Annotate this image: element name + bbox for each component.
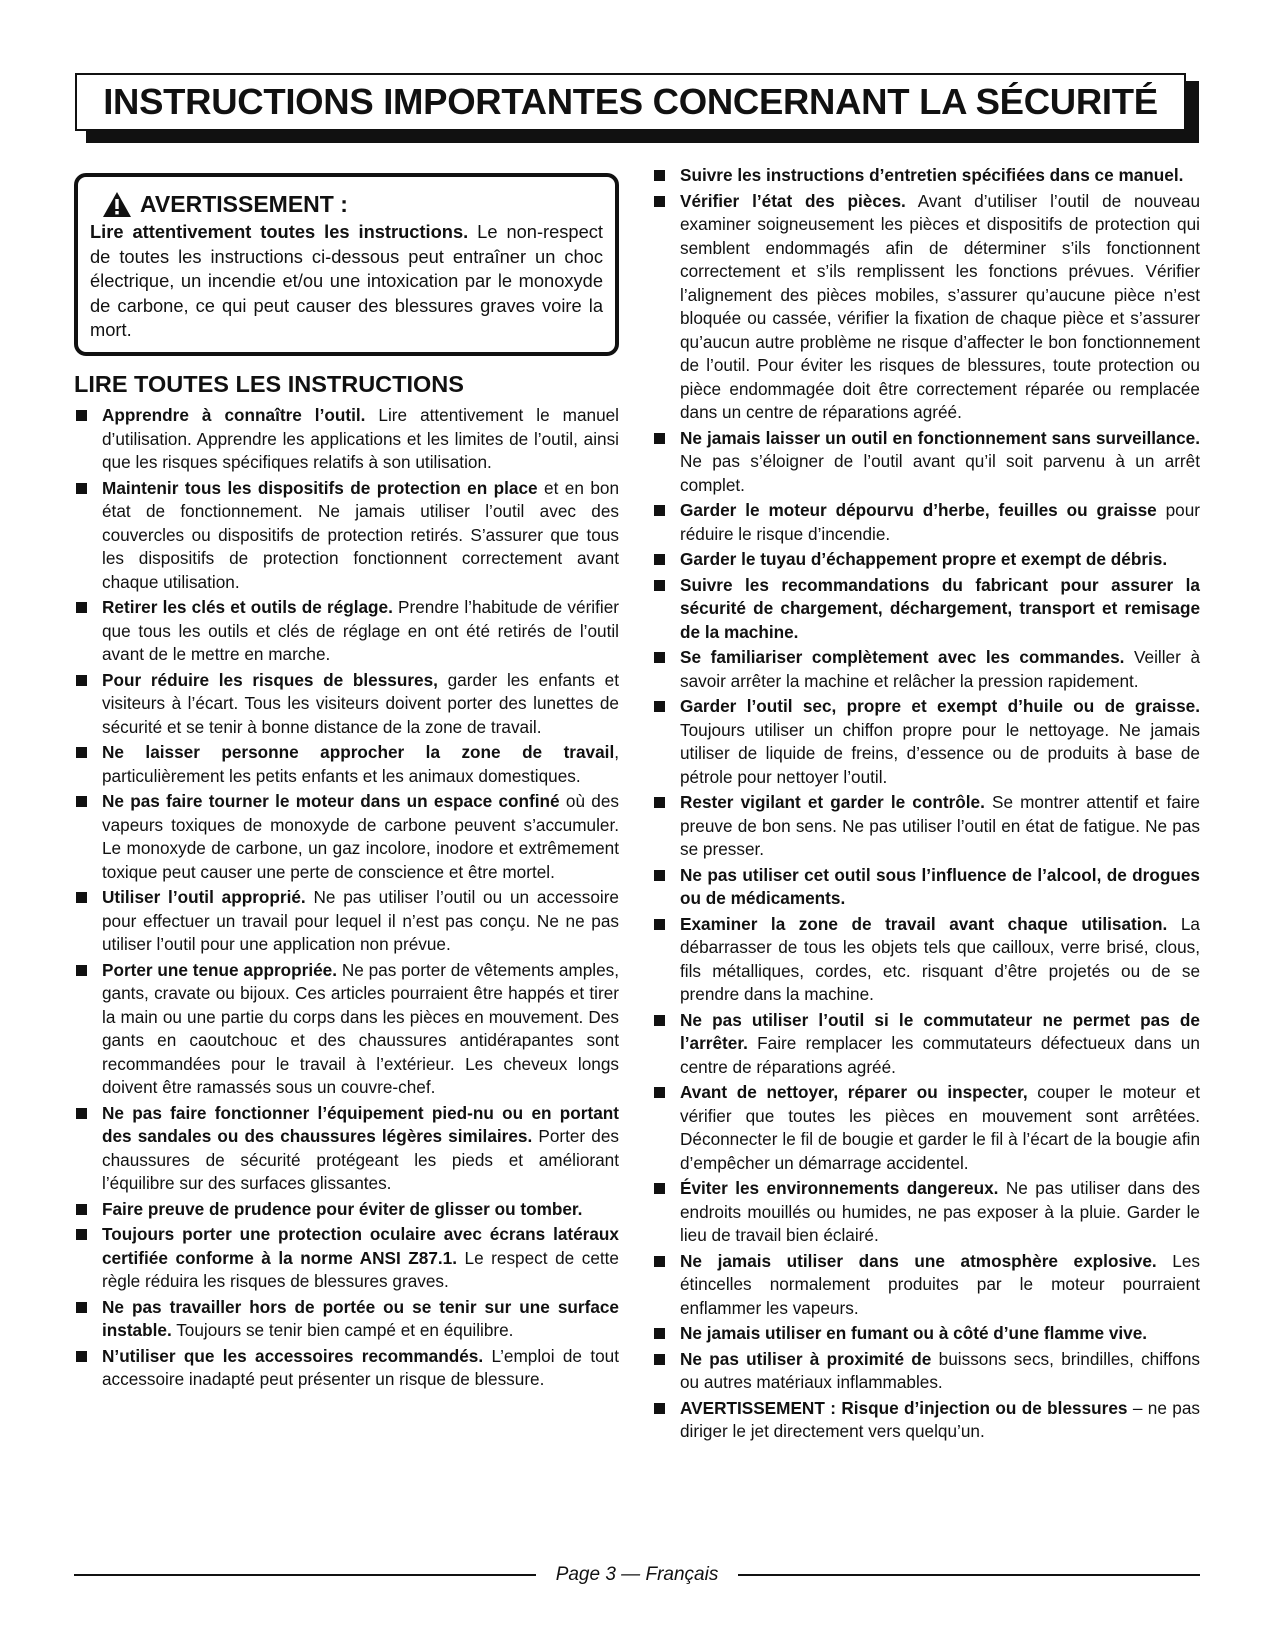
bullet-square-icon	[76, 602, 87, 613]
bullet-square-icon	[654, 701, 665, 712]
item-lead: Garder le moteur dépourvu d’herbe, feuilles ou graisse	[680, 500, 1157, 520]
bullet-square-icon	[654, 433, 665, 444]
bullet-square-icon	[654, 1183, 665, 1194]
bullet-square-icon	[76, 796, 87, 807]
page-footer	[74, 1560, 1200, 1590]
item-lead: Garder le tuyau d’échappement propre et exempt de débris.	[680, 549, 1168, 569]
item-lead: Maintenir tous les dispositifs de protection en place	[102, 477, 538, 498]
safety-item	[652, 427, 1200, 498]
item-text: pour réduire le risque d’incendie.	[680, 500, 1200, 544]
item-text: Ne pas utiliser l’outil ou un accessoire pour effectuer un travail pour lequel il n’est pas conçu. Ne ne pas utiliser l’outil pour une application non prévue.	[102, 887, 619, 954]
item-text: où des vapeurs toxiques de monoxyde de carbone peuvent s’accumuler. Le monoxyde de carbone, un gaz incolore, inodore et extrêmement toxique peut causer une perte de conscience et être mortel.	[102, 791, 619, 882]
item-lead: Ne pas faire fonctionner l’équipement pied-nu ou en portant des sandales ou des chaussures légères similaires.	[102, 1102, 619, 1146]
safety-item	[74, 959, 619, 1100]
left-bullet-list	[74, 404, 619, 1394]
section-heading: LIRE TOUTES LES INSTRUCTIONS	[74, 371, 464, 397]
warning-body: Le non-respect de toutes les instructions ci-dessous peut entraîner un choc électrique, un incendie et/ou une intoxication par le monoxyde de carbone, ce qui peut causer des blessures graves voire la mort.	[90, 221, 603, 340]
footer-rule-right	[738, 1574, 1200, 1576]
warning-text	[90, 220, 603, 343]
item-text: Veiller à savoir arrêter la machine et relâcher la pression rapidement.	[680, 647, 1200, 691]
warning-box	[74, 173, 619, 356]
safety-item	[652, 574, 1200, 645]
bullet-square-icon	[76, 1351, 87, 1362]
bullet-square-icon	[76, 1108, 87, 1119]
item-lead: Ne jamais utiliser en fumant ou à côté d’une flamme vive.	[680, 1323, 1148, 1343]
item-lead: Ne jamais utiliser dans une atmosphère explosive.	[680, 1250, 1157, 1271]
item-lead: Suivre les instructions d’entretien spécifiées dans ce manuel.	[680, 165, 1184, 185]
bullet-square-icon	[654, 870, 665, 881]
safety-item	[652, 548, 1200, 572]
item-lead: Ne pas utiliser à proximité de	[680, 1348, 932, 1369]
bullet-square-icon	[76, 1204, 87, 1215]
item-text: Avant d’utiliser l’outil de nouveau examiner soigneusement les pièces et dispositifs de protection qui semblent endommagés afin de déterminer s’ils fonctionnent correctement et s’ils remplissent les fonctions prévues. Vérifier l’alignement des pièces mobiles, s’assurer qu’aucune pièce n’est bloquée ou cassée, vérifier la fixation de chaque pièce et s’assurer qu’aucun autre problème ne risque d’affecter le bon fonctionnement de l’outil. Pour éviter les risques de blessures, toute protection ou pièce endommagée doit être correctement réparée ou remplacée dans un centre de réparations agréé.	[680, 190, 1201, 422]
item-text: Prendre l’habitude de vérifier que tous les outils et clés de réglage en ont été retirés de l’outil avant de le mettre en marche.	[102, 597, 619, 664]
page-number: Page 3 — Français	[555, 1564, 719, 1585]
safety-item	[74, 790, 619, 884]
item-text: Toujours se tenir bien campé et en équilibre.	[171, 1320, 514, 1340]
item-text: Faire remplacer les commutateurs défectueux dans un centre de réparations agréé.	[680, 1033, 1200, 1077]
bullet-square-icon	[654, 580, 665, 591]
bullet-square-icon	[654, 1087, 665, 1098]
item-text: Se montrer attentif et faire preuve de bon sens. Ne pas utiliser l’outil en état de fatigue. Ne pas se presser.	[680, 792, 1200, 859]
safety-item	[74, 477, 619, 595]
safety-item	[74, 596, 619, 667]
bullet-square-icon	[654, 919, 665, 930]
right-column	[652, 164, 1200, 1446]
item-lead: Suivre les recommandations du fabricant pour assurer la sécurité de chargement, déchargement, transport et remisage de la machine.	[680, 574, 1200, 642]
safety-item	[652, 1177, 1200, 1248]
item-lead: Ne jamais laisser un outil en fonctionnement sans surveillance.	[680, 427, 1200, 448]
item-lead: Se familiariser complètement avec les commandes.	[680, 647, 1125, 667]
item-text: buissons secs, brindilles, chiffons ou autres matériaux inflammables.	[680, 1348, 1201, 1392]
bullet-square-icon	[654, 797, 665, 808]
page-title: INSTRUCTIONS IMPORTANTES CONCERNANT LA SÉCURITÉ	[75, 73, 1186, 131]
bullet-square-icon	[76, 965, 87, 976]
bullet-square-icon	[76, 1302, 87, 1313]
item-lead: Ne pas utiliser l’outil si le commutateur ne permet pas de l’arrêter.	[680, 1009, 1200, 1053]
safety-item	[652, 791, 1200, 862]
safety-item	[74, 1345, 619, 1392]
safety-item	[74, 669, 619, 740]
item-lead: Ne pas travailler hors de portée ou se tenir sur une surface instable.	[102, 1296, 619, 1340]
bullet-square-icon	[654, 652, 665, 663]
bullet-square-icon	[654, 170, 665, 181]
safety-item	[652, 1081, 1200, 1175]
bullet-square-icon	[654, 1015, 665, 1026]
item-text: La débarrasser de tous les objets tels que cailloux, verre brisé, clous, fils métalliques, cordes, etc. risquant d’être projetés ou de se prendre dans la machine.	[680, 913, 1200, 1004]
item-text: garder les enfants et visiteurs à l’écart. Tous les visiteurs doivent porter des lunettes de sécurité et se tenir à bonne distance de la zone de travail.	[102, 669, 619, 737]
warning-lead: Lire attentivement toutes les instructions.	[90, 221, 469, 242]
item-lead: Faire preuve de prudence pour éviter de glisser ou tomber.	[102, 1198, 583, 1219]
item-lead: Ne pas utiliser cet outil sous l’influence de l’alcool, de drogues ou de médicaments.	[680, 864, 1200, 908]
item-text: Ne pas s’éloigner de l’outil avant qu’il soit parvenu à un arrêt complet.	[680, 451, 1200, 495]
warning-title: AVERTISSEMENT :	[140, 191, 348, 217]
bullet-square-icon	[654, 1354, 665, 1365]
item-text: Ne pas porter de vêtements amples, gants, cravate ou bijoux. Ces articles pourraient être happés et tirer la main ou une partie du corps dans les pièces en mouvement. Des gants en caoutchouc et des chaussures antidérapantes sont recommandées pour le travail à l’extérieur. Les cheveux longs doivent être ramassés sous un couvre-chef.	[102, 959, 620, 1097]
safety-item	[652, 695, 1200, 789]
item-lead: Rester vigilant et garder le contrôle.	[680, 792, 985, 812]
bullet-square-icon	[654, 554, 665, 565]
safety-item	[652, 1250, 1200, 1321]
item-lead: Porter une tenue appropriée.	[102, 959, 338, 980]
item-lead: Examiner la zone de travail avant chaque utilisation.	[680, 913, 1168, 934]
safety-item	[74, 741, 619, 788]
item-text: Lire attentivement le manuel d’utilisation. Apprendre les applications et les limites de l’outil, ainsi que les risques spécifiques relatifs à son utilisation.	[102, 405, 619, 472]
bullet-square-icon	[76, 1229, 87, 1240]
safety-item	[74, 404, 619, 475]
item-lead: Retirer les clés et outils de réglage.	[102, 597, 393, 617]
item-text: Toujours utiliser un chiffon propre pour le nettoyage. Ne jamais utiliser de liquide de freins, d’essence ou de produits à base de pétrole pour nettoyer l’outil.	[680, 719, 1200, 787]
safety-item	[74, 1296, 619, 1343]
safety-item	[652, 1397, 1200, 1444]
safety-item	[652, 646, 1200, 693]
safety-item	[652, 1009, 1200, 1080]
safety-item	[652, 190, 1200, 425]
safety-item	[652, 864, 1200, 911]
bullet-square-icon	[654, 1256, 665, 1267]
item-lead: N’utiliser que les accessoires recommandés.	[102, 1345, 484, 1366]
bullet-square-icon	[76, 892, 87, 903]
item-lead: Ne laisser personne approcher la zone de travail	[102, 742, 615, 762]
bullet-square-icon	[654, 505, 665, 516]
item-text: , particulièrement les petits enfants et les animaux domestiques.	[102, 742, 619, 786]
safety-item	[652, 1348, 1200, 1395]
safety-item	[74, 1198, 619, 1222]
footer-rule-left	[74, 1574, 536, 1576]
item-lead: Ne pas faire tourner le moteur dans un espace confiné	[102, 791, 560, 811]
right-bullet-list	[652, 164, 1200, 1444]
item-lead: Éviter les environnements dangereux.	[680, 1178, 999, 1198]
item-text: Le respect de cette règle réduira les risques de blessures graves.	[102, 1247, 619, 1291]
item-text: L’emploi de tout accessoire inadapté peut présenter un risque de blessure.	[102, 1345, 619, 1389]
item-lead: AVERTISSEMENT : Risque d’injection ou de blessures	[680, 1397, 1128, 1418]
bullet-square-icon	[76, 483, 87, 494]
safety-item	[74, 1223, 619, 1294]
bullet-square-icon	[76, 747, 87, 758]
bullet-square-icon	[654, 1403, 665, 1414]
bullet-square-icon	[654, 196, 665, 207]
item-text: – ne pas diriger le jet directement vers quelqu’un.	[680, 1397, 1201, 1441]
warning-header	[90, 191, 603, 218]
bullet-square-icon	[76, 410, 87, 421]
safety-item	[74, 886, 619, 957]
item-lead: Utiliser l’outil approprié.	[102, 887, 306, 907]
item-text: Les étincelles normalement produites par le moteur pourraient enflammer les vapeurs.	[680, 1250, 1200, 1318]
item-lead: Apprendre à connaître l’outil.	[102, 405, 366, 425]
item-lead: Pour réduire les risques de blessures,	[102, 669, 438, 690]
warning-triangle-icon	[102, 191, 132, 218]
item-lead: Avant de nettoyer, réparer ou inspecter,	[680, 1082, 1028, 1102]
safety-item	[74, 1102, 619, 1196]
item-text: couper le moteur et vérifier que toutes les pièces en mouvement sont arrêtées. Déconnecter le fil de bougie et garder le fil à l’écart de la bougie afin d’empêcher un démarrage accidentel.	[680, 1082, 1201, 1173]
bullet-square-icon	[654, 1328, 665, 1339]
item-text: Ne pas utiliser dans des endroits mouillés ou humides, ne pas exposer à la pluie. Garder le lieu de travail bien éclairé.	[680, 1178, 1200, 1245]
item-lead: Vérifier l’état des pièces.	[680, 190, 906, 211]
safety-item	[652, 499, 1200, 546]
item-text: et en bon état de fonctionnement. Ne jamais utiliser l’outil avec des couvercles ou dispositifs de protection retirés. S’assurer que tous les dispositifs de protection fonctionnent correctement avant chaque utilisation.	[102, 477, 619, 592]
item-lead: Toujours porter une protection oculaire avec écrans latéraux certifiée conforme à la norme ANSI Z87.1.	[102, 1224, 619, 1268]
safety-item	[652, 913, 1200, 1007]
item-text: Porter des chaussures de sécurité protégeant les pieds et améliorant l’équilibre sur des surfaces glissantes.	[102, 1126, 619, 1193]
safety-item	[652, 164, 1200, 188]
item-lead: Garder l’outil sec, propre et exempt d’huile ou de graisse.	[680, 696, 1200, 716]
safety-item	[652, 1322, 1200, 1346]
bullet-square-icon	[76, 675, 87, 686]
